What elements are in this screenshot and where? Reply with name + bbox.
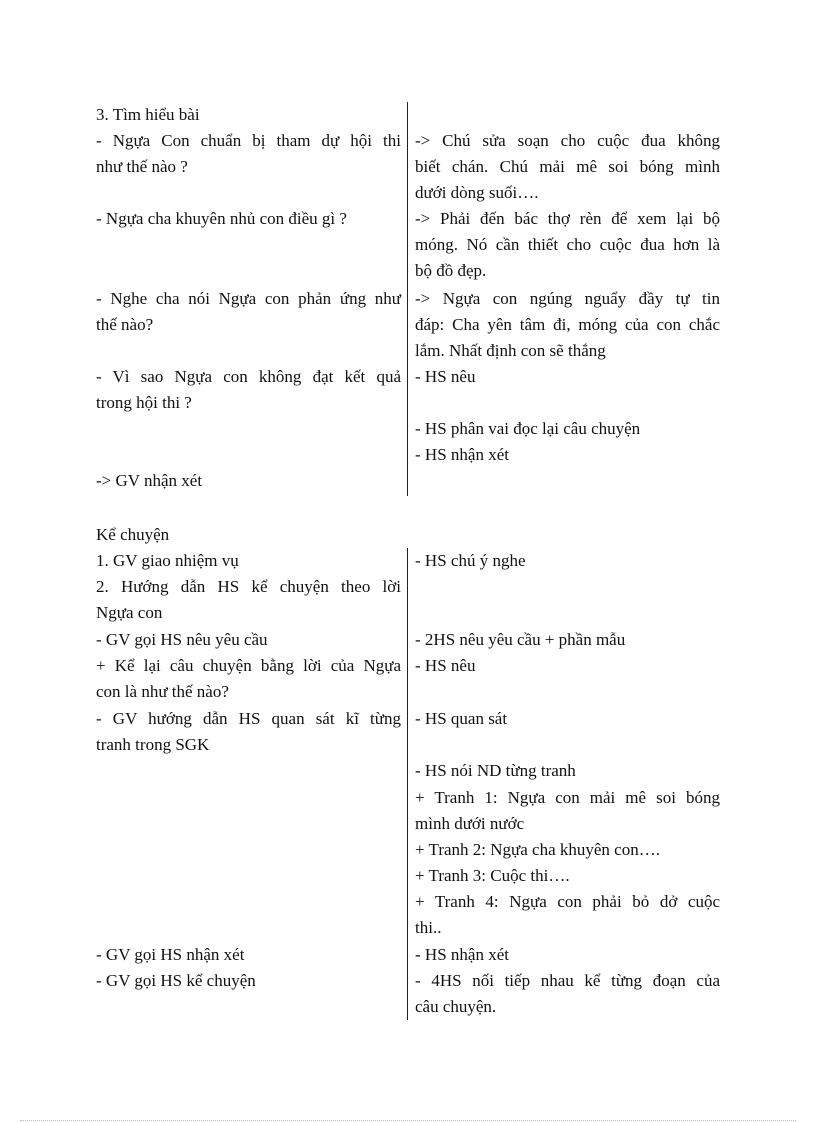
answer-3-line-3: lắm. Nhất định con sẽ thắng — [415, 341, 606, 360]
section-heading-ke-chuyen: Kể chuyện — [96, 525, 170, 544]
answer-1-line-2: biết chán. Chú mải mê soi bóng mình — [415, 157, 720, 176]
teacher-ask-storytelling: - GV gọi HS kể chuyện — [96, 971, 256, 990]
answer-4-line-1: - HS nêu — [415, 367, 476, 386]
column-divider-2 — [407, 548, 408, 1020]
picture-4-line-2: thi.. — [415, 918, 442, 937]
teacher-guide-line-2: tranh trong SGK — [96, 735, 210, 754]
student-storytelling-line-1: - 4HS nối tiếp nhau kể từng đoạn của — [415, 971, 720, 990]
answer-3-line-2: đáp: Cha yên tâm đi, móng của con chắc — [415, 315, 720, 334]
student-roleplay-line: - HS phân vai đọc lại câu chuyện — [415, 419, 641, 438]
question-4-line-1: - Vì sao Ngựa con không đạt kết quả — [96, 367, 401, 386]
answer-1-line-3: dưới dòng suối…. — [415, 183, 539, 202]
picture-3: + Tranh 3: Cuộc thi…. — [415, 866, 570, 885]
answer-1-line-1: -> Chú sửa soạn cho cuộc đua không — [415, 131, 720, 150]
question-1-line-2: như thế nào ? — [96, 157, 188, 176]
question-2-line-1: - Ngựa cha khuyên nhủ con điều gì ? — [96, 209, 347, 228]
student-observe: - HS quan sát — [415, 709, 508, 728]
teacher-question-line-2: con là như thế nào? — [96, 682, 229, 701]
student-comment: - HS nhận xét — [415, 945, 509, 964]
question-4-line-2: trong hội thi ? — [96, 393, 192, 412]
student-answer: - HS nêu — [415, 656, 476, 675]
picture-2: + Tranh 2: Ngựa cha khuyên con…. — [415, 840, 660, 859]
answer-3-line-1: -> Ngựa con ngúng nguẩy đầy tự tin — [415, 289, 720, 308]
student-storytelling-line-2: câu chuyện. — [415, 997, 497, 1016]
teacher-guide-line-1: - GV hướng dẫn HS quan sát kĩ từng — [96, 709, 401, 728]
student-comment-line: - HS nhận xét — [415, 445, 509, 464]
question-3-line-2: thế nào? — [96, 315, 154, 334]
student-listen: - HS chú ý nghe — [415, 551, 526, 570]
answer-2-line-1: -> Phải đến bác thợ rèn để xem lại bộ — [415, 209, 720, 228]
picture-1-line-2: mình dưới nước — [415, 814, 525, 833]
section-heading-tim-hieu-bai: 3. Tìm hiểu bài — [96, 105, 200, 124]
question-1-line-1: - Ngựa Con chuẩn bị tham dự hội thi — [96, 131, 401, 150]
answer-2-line-2: móng. Nó cần thiết cho cuộc đua hơn là — [415, 235, 720, 254]
question-3-line-1: - Nghe cha nói Ngựa con phản ứng như — [96, 289, 401, 308]
teacher-ask-comment: - GV gọi HS nhận xét — [96, 945, 245, 964]
teacher-step-2-line-1: 2. Hướng dẫn HS kể chuyện theo lời — [96, 577, 401, 596]
teacher-comment-line: -> GV nhận xét — [96, 471, 203, 490]
teacher-ask-requirement: - GV gọi HS nêu yêu cầu — [96, 630, 268, 649]
student-state-requirement: - 2HS nêu yêu cầu + phần mẫu — [415, 630, 626, 649]
picture-4-line-1: + Tranh 4: Ngựa con phải bỏ dở cuộc — [415, 892, 720, 911]
teacher-step-2-line-2: Ngựa con — [96, 603, 163, 622]
footer-dotted-line — [20, 1120, 796, 1121]
teacher-step-1: 1. GV giao nhiệm vụ — [96, 551, 239, 570]
answer-2-line-3: bộ đồ đẹp. — [415, 261, 487, 280]
teacher-question-line-1: + Kể lại câu chuyện bằng lời của Ngựa — [96, 656, 401, 675]
student-describe-pictures: - HS nói ND từng tranh — [415, 761, 576, 780]
picture-1-line-1: + Tranh 1: Ngựa con mải mê soi bóng — [415, 788, 720, 807]
column-divider — [407, 102, 408, 496]
